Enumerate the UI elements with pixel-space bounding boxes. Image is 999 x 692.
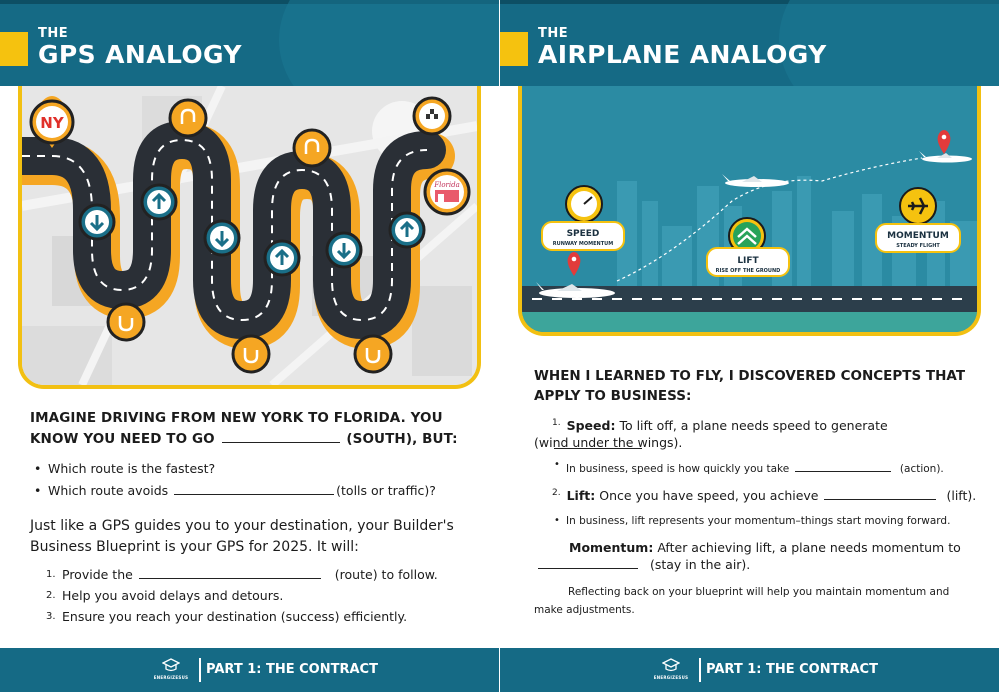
speed-title: SPEED xyxy=(566,229,600,239)
step-text: Ensure you reach your destination (success) efficiently. xyxy=(62,609,408,624)
page-header xyxy=(0,0,499,86)
page-airplane-analogy xyxy=(500,0,999,692)
header-kicker: THE xyxy=(38,26,69,41)
gps-step-list xyxy=(46,564,438,627)
item-label: Momentum: xyxy=(569,540,654,555)
up-arrow-icon xyxy=(142,185,176,219)
fill-in-blank[interactable] xyxy=(222,431,340,443)
list-item xyxy=(46,585,438,606)
item-text: Once you have speed, you achieve xyxy=(599,488,819,504)
footer-divider xyxy=(699,658,701,682)
page-header xyxy=(500,0,999,86)
lift-title: LIFT xyxy=(737,256,759,266)
speed-sub-item xyxy=(566,460,944,477)
road-map-svg xyxy=(22,86,477,385)
step-number: 1. xyxy=(46,569,56,580)
u-turn-icon xyxy=(355,336,391,372)
page-title: AIRPLANE ANALOGY xyxy=(538,40,827,69)
step-text: Help you avoid delays and detours. xyxy=(62,588,284,603)
down-arrow-icon xyxy=(80,205,114,239)
energizesus-logo xyxy=(146,658,196,686)
item-text: After achieving lift, a plane needs momentum to xyxy=(657,540,961,555)
list-item xyxy=(46,564,438,585)
page-footer xyxy=(500,648,999,692)
header-kicker: THE xyxy=(538,26,569,41)
fill-in-blank[interactable] xyxy=(174,483,334,495)
florida-badge-text: Florida xyxy=(434,181,460,189)
speed-subtitle: RUNWAY MOMENTUM xyxy=(552,241,614,247)
bullet-dot: • xyxy=(554,515,560,526)
u-turn-icon xyxy=(233,336,269,372)
airplane-momentum-icon xyxy=(900,188,936,224)
list-item xyxy=(46,606,438,627)
header-globe-decoration xyxy=(279,0,499,86)
page-gps-analogy xyxy=(0,0,499,692)
bullet-text: Which route is the fastest? xyxy=(48,461,216,476)
u-turn-icon xyxy=(108,304,144,340)
sub-item-tail: (action). xyxy=(899,463,944,475)
logo-brand-text: ENERGIZESUS xyxy=(653,675,689,680)
bullet-tail: (tolls or traffic)? xyxy=(336,483,436,498)
list-item xyxy=(48,458,436,480)
item-number: 1. xyxy=(552,418,561,428)
florida-pin-icon xyxy=(425,170,469,214)
fill-in-blank[interactable] xyxy=(824,488,936,500)
u-turn-icon xyxy=(170,100,206,136)
closing-paragraph: Reflecting back on your blueprint will help you maintain momentum and make adjustments. xyxy=(534,586,950,616)
page-title: GPS ANALOGY xyxy=(38,40,242,69)
step-number: 3. xyxy=(46,611,56,622)
footer-divider xyxy=(199,658,201,682)
logo-brand-text: ENERGIZESUS xyxy=(153,675,189,680)
lift-sub-item: In business, lift represents your momentum–things start moving forward. xyxy=(566,515,951,527)
up-arrow-icon xyxy=(265,241,299,275)
gps-road-illustration xyxy=(18,86,481,389)
gps-question-tail: (SOUTH), BUT: xyxy=(346,431,458,447)
map-block xyxy=(412,286,472,376)
fill-in-blank[interactable] xyxy=(795,460,891,472)
bullet-text: Which route avoids xyxy=(48,483,169,498)
gps-question-text: IMAGINE DRIVING FROM NEW YORK TO FLORIDA. YOU KNOW YOU NEED TO GO xyxy=(30,410,443,447)
up-arrow-icon xyxy=(390,213,424,247)
list-item xyxy=(48,480,436,502)
airplane-illustration xyxy=(518,86,981,336)
gps-paragraph: Just like a GPS guides you to your destination, your Builder's Business Blueprint is your GPS for 2025. It will: xyxy=(30,518,454,555)
item-tail: (stay in the air). xyxy=(649,557,751,572)
header-accent-mark xyxy=(500,32,528,66)
step-number: 2. xyxy=(46,590,56,601)
down-arrow-icon xyxy=(327,233,361,267)
page-footer xyxy=(0,648,499,692)
gps-bullet-list xyxy=(48,458,436,502)
lift-item xyxy=(552,484,976,505)
airplane-question: WHEN I LEARNED TO FLY, I DISCOVERED CONCEPTS THAT APPLY TO BUSINESS: xyxy=(534,368,966,404)
footer-part-label: PART 1: THE CONTRACT xyxy=(206,662,378,677)
speed-gauge-icon xyxy=(566,186,602,222)
momentum-subtitle: STEADY FLIGHT xyxy=(896,243,940,249)
speed-item-tail: (wind under the wings). xyxy=(534,435,683,450)
momentum-item-tail-line xyxy=(536,555,750,574)
footer-part-label: PART 1: THE CONTRACT xyxy=(706,662,878,677)
ny-badge-text: NY xyxy=(40,114,64,132)
graduation-cap-icon xyxy=(162,658,180,672)
momentum-title: MOMENTUM xyxy=(887,231,949,241)
graduation-cap-icon xyxy=(662,658,680,672)
step-tail: (route) to follow. xyxy=(334,567,438,582)
ground xyxy=(522,312,977,332)
header-accent-mark xyxy=(0,32,28,66)
item-tail: (lift). xyxy=(946,488,977,504)
fill-in-blank[interactable] xyxy=(139,567,321,579)
gps-question xyxy=(30,408,480,450)
checkered-flag-icon xyxy=(414,98,450,134)
item-text: To lift off, a plane needs speed to generate xyxy=(619,418,888,434)
item-label: Speed: xyxy=(566,418,616,434)
sub-item-text: In business, speed is how quickly you take xyxy=(566,463,790,475)
energizesus-logo xyxy=(646,658,696,686)
step-text: Provide the xyxy=(62,567,133,582)
bullet-dot: • xyxy=(554,459,560,470)
airplane-scene-svg xyxy=(522,86,977,332)
lift-subtitle: RISE OFF THE GROUND xyxy=(715,268,781,274)
item-label: Lift: xyxy=(566,488,596,504)
item-number: 2. xyxy=(552,488,561,498)
fill-in-blank[interactable] xyxy=(538,557,638,569)
down-arrow-icon xyxy=(205,221,239,255)
u-turn-icon xyxy=(294,130,330,166)
